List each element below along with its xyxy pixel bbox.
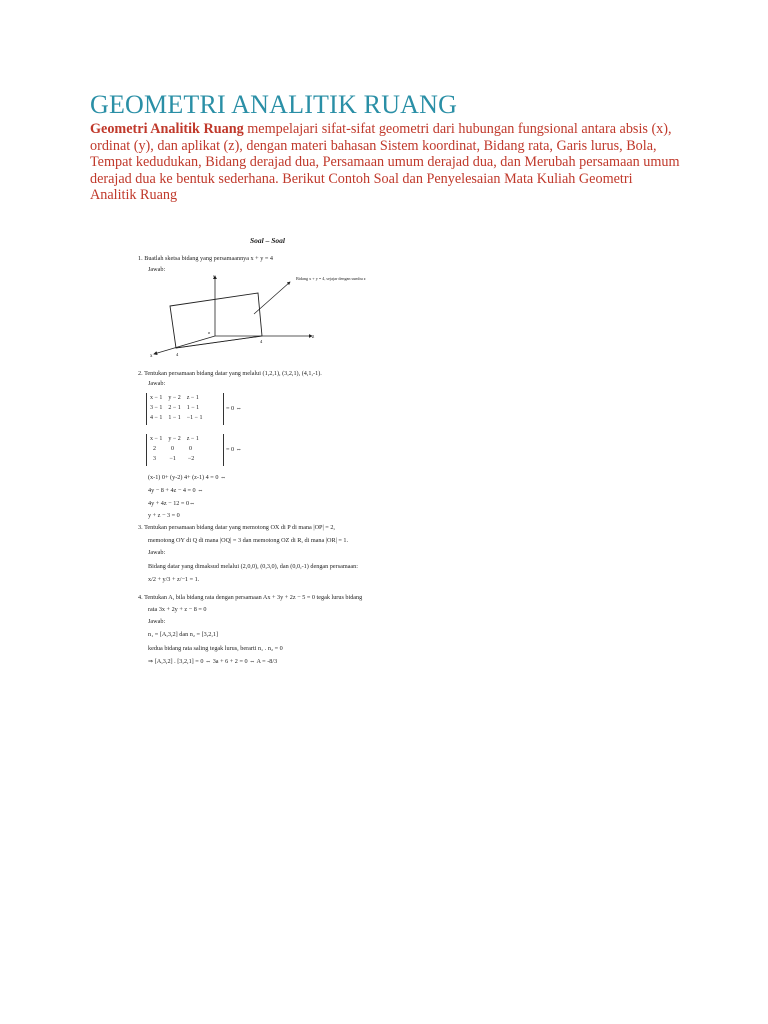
intro-bold-term: Geometri Analitik Ruang — [90, 121, 244, 137]
det2-row-2: 2 0 0 — [150, 446, 192, 452]
intro-text: mempelajari sifat-sifat geometri dari hubungan fungsional antara absis (x), ordinat (y), dan aplikat (z), dengan materi bahasan Sistem koordinat, Bidang rata, Garis lurus, Bola, Tempat kedudukan, Bidang derajad dua, Persamaan umum derajad dua, dan Merubah persamaan umum derajad dua ke bentuk sederhana. Berikut Contoh Soal dan Penyelesaian Mata Kuliah Geometri Analitik Ruang — [90, 121, 680, 204]
q3-line-1: 3. Tentukan persamaan bidang datar yang memotong OX di P di mana |OP| = 2, — [138, 524, 335, 531]
determinant-2 — [146, 434, 224, 466]
label-4-x: 4 — [176, 352, 179, 357]
q2-jawab: Jawab: — [148, 380, 166, 387]
page-title: GEOMETRI ANALITIK RUANG — [90, 90, 458, 119]
det1-row-3: 4 − 1 1 − 1 −1 − 1 — [150, 415, 203, 421]
soal-heading: Soal – Soal — [250, 236, 286, 245]
q4-line-4: kedua bidang rata saling tegak lurus, berarti n₁ . n₂ = 0 — [148, 645, 283, 652]
q3-line-2: memotong OY di Q di mana |OQ| = 3 dan memotong OZ di R, di mana |OR| = 1. — [148, 537, 349, 544]
det1-equals: = 0 ⇔ — [226, 405, 242, 412]
plane-trace — [176, 336, 262, 348]
annotation-arrow — [254, 282, 290, 314]
q4-jawab: Jawab: — [148, 618, 166, 625]
determinant-1 — [146, 393, 224, 425]
q2-step-1: (x-1) 0+ (y-2) 4+ (z-1) 4 = 0 ⇔ — [148, 474, 227, 481]
q2-step-2: 4y − 8 + 4z − 4 = 0 ⇔ — [148, 487, 204, 494]
q4-line-5: ⇒ [A,3,2] . [3,2,1] = 0 ⇔ 3a + 6 + 2 = 0 ⇔ A = -8/3 — [148, 658, 278, 665]
q1-text: 1. Buatlah sketsa bidang yang persamaannya x + y = 4 — [138, 255, 273, 262]
det1-row-2: 3 − 1 2 − 1 1 − 1 — [150, 405, 200, 411]
label-origin: o — [208, 330, 211, 335]
q4-line-3: n₁ = [A,3,2] dan n₂ = [3,2,1] — [148, 631, 219, 638]
label-4-z: 4 — [260, 339, 263, 344]
det2-row-1: x − 1 y − 2 z − 1 — [150, 436, 199, 442]
plane-annotation: Bidang x + y = 4, sejajar dengan sumbu z — [296, 276, 366, 281]
label-z: z — [312, 335, 315, 340]
det2-row-3: 3 −1 −2 — [150, 456, 195, 462]
q1-jawab: Jawab: — [148, 266, 166, 273]
plane-shape — [170, 293, 262, 348]
axis-x — [154, 336, 215, 354]
det2-equals: = 0 ⇔ — [226, 446, 242, 453]
q2-step-3: 4y + 4z − 12 = 0⇔ — [148, 500, 196, 507]
q3-line-4: x/2 + y/3 + z/−1 = 1. — [148, 576, 200, 583]
det1-row-1: x − 1 y − 2 z − 1 — [150, 395, 199, 401]
label-x: x — [150, 354, 153, 359]
q4-line-1: 4. Tentukan A, bila bidang rata dengan persamaan Ax + 3y + 2z − 5 = 0 tegak lurus bidang — [138, 594, 363, 601]
q4-line-2: rata 3x + 2y + z − 8 = 0 — [148, 606, 207, 613]
q3-line-3: Bidang datar yang dimaksud melalui (2,0,0), (0,3,0), dan (0,0,-1) dengan persamaan: — [148, 563, 358, 570]
label-y: y — [213, 275, 216, 280]
plane-sketch-diagram — [140, 268, 330, 360]
q2-step-4: y + z − 3 = 0 — [148, 512, 180, 519]
q3-jawab: Jawab: — [148, 549, 166, 556]
q2-text: 2. Tentukan persamaan bidang datar yang melalui (1,2,1), (3,2,1), (4,1,-1). — [138, 370, 322, 377]
